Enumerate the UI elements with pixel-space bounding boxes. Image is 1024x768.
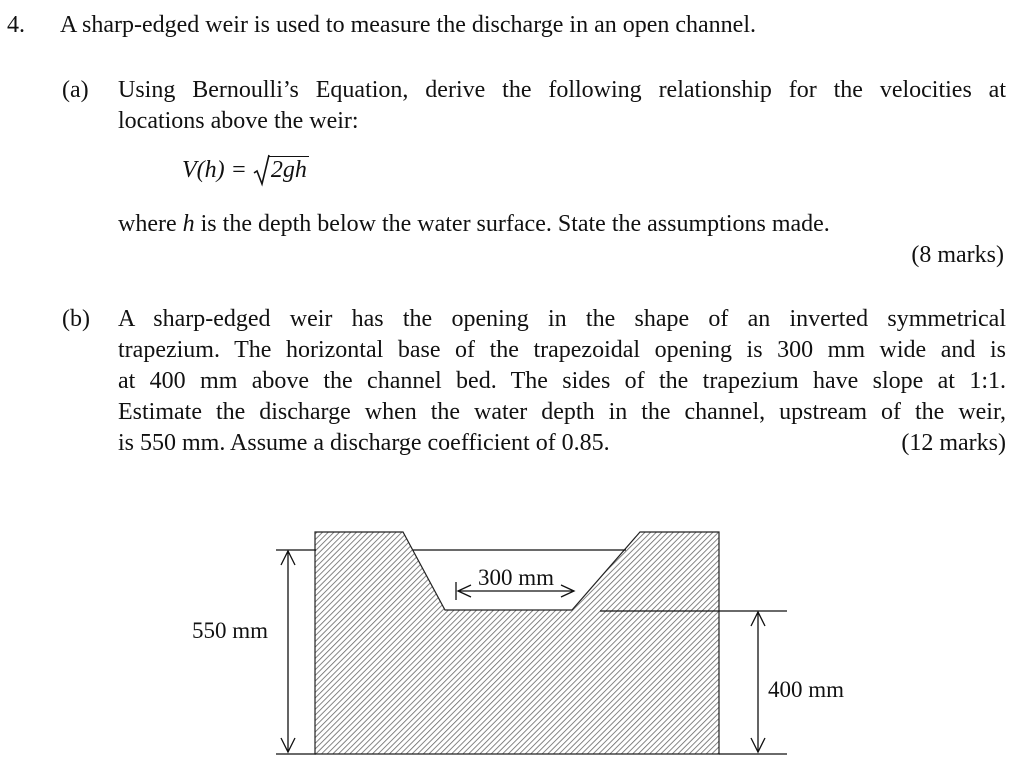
part-b-marks: (12 marks) (901, 430, 1006, 456)
equation-radicand: 2gh (270, 157, 307, 183)
part-b-line-1: A sharp-edged weir has the opening in the shape of an inverted symmetrical (118, 306, 1006, 332)
where-prefix: where (118, 211, 183, 237)
equation-lhs: V(h) = (182, 157, 253, 183)
part-a-line-2: locations above the weir: (118, 108, 359, 134)
question-number: 4. (7, 12, 25, 38)
part-a-marks: (8 marks) (911, 242, 1004, 268)
part-b-last-line: is 550 mm. Assume a discharge coefficient of 0.85. (118, 430, 610, 456)
base-width-label: 300 mm (478, 565, 555, 590)
height-400-arrow (751, 612, 765, 752)
question-text: A sharp-edged weir is used to measure the discharge in an open channel. (60, 12, 756, 38)
water-depth-label: 550 mm (192, 618, 269, 643)
part-b-label: (b) (62, 306, 90, 332)
part-a-label: (a) (62, 77, 89, 103)
part-b-line-2: trapezium. The horizontal base of the trapezoidal opening is 300 mm wide and is (118, 337, 1006, 363)
depth-550-arrow (281, 551, 295, 752)
part-b-line-3: at 400 mm above the channel bed. The sides of the trapezium have slope at 1:1. (118, 368, 1006, 394)
crest-height-label: 400 mm (768, 677, 845, 702)
where-rest: is the depth below the water surface. State the assumptions made. (194, 211, 830, 237)
where-variable: h (182, 211, 195, 237)
part-b-line-4: Estimate the discharge when the water depth in the channel, upstream of the weir, (118, 399, 1006, 425)
part-a-line-1: Using Bernoulli’s Equation, derive the following relationship for the velocities at (118, 77, 1006, 103)
